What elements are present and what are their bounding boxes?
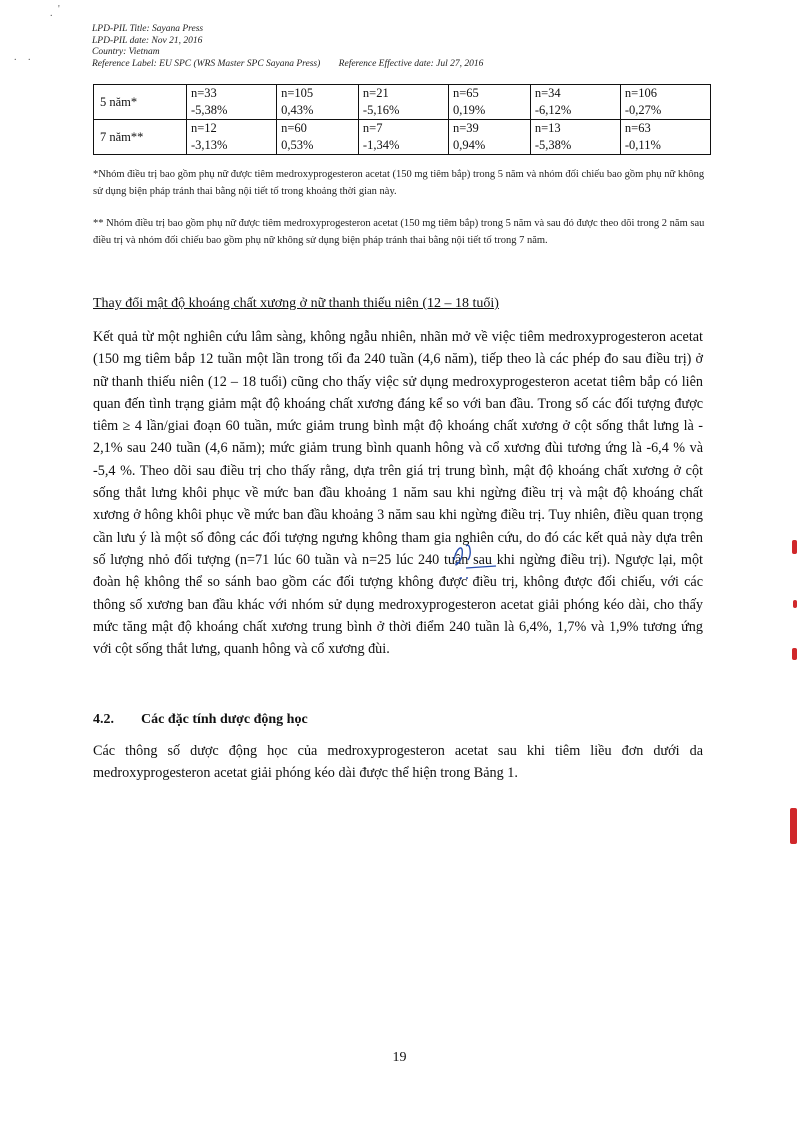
document-header — [92, 24, 483, 70]
table-cell: n=65 0,19% — [448, 85, 530, 120]
table-row — [94, 120, 711, 155]
table-cell: n=21 -5,16% — [358, 85, 448, 120]
margin-mark — [793, 600, 797, 608]
scan-dot: . — [50, 8, 53, 19]
handwritten-annotation-icon — [440, 538, 500, 588]
table-cell: n=12 -3,13% — [187, 120, 277, 155]
subsection-paragraph: Kết quả từ một nghiên cứu lâm sàng, không ngẫu nhiên, nhãn mở về việc tiêm medroxyprogesteron acetat (150 mg tiêm bắp 12 tuần một lần trong tối đa 240 tuần (4,6 năm), tiếp theo là các phép đo sau điều trị) ở nữ thanh thiếu niên (12 – 18 tuổi) cũng cho thấy việc sử dụng medroxyprogesteron acetat tiêm bắp có liên quan đến tình trạng giảm mật độ khoáng chất xương đáng kể so với ban đầu. Trong số các đối tượng được tiêm ≥ 4 lần/giai đoạn 60 tuần, mức giảm trung bình mật độ khoáng chất xương ở cột sống thắt lưng là - 2,1% sau 240 tuần (4,6 năm); mức giảm trung bình quanh hông và cổ xương đùi tương ứng là -6,4 % và -5,4 %. Theo dõi sau điều trị cho thấy rằng, dựa trên giá trị trung bình, mật độ khoáng chất xương ở cột sống thắt lưng khôi phục về mức ban đầu khoảng 1 năm sau khi ngừng điều trị và mật độ khoáng chất xương ở hông khôi phục về mức ban đầu khoảng 3 năm sau khi ngừng điều trị. Tuy nhiên, điều quan trọng cần lưu ý là một số đông các đối tượng ngưng không tham gia nghiên cứu, do đó các kết quả này dựa trên số lượng nhỏ đối tượng (n=71 lúc 60 tuần và n=25 lúc 240 tuần sau khi ngừng điều trị). Ngược lại, một đoàn hệ không thể so sánh bao gồm các đối tượng không được điều trị, không được đối chiếu, với các thông số xương ban đầu khác với nhóm sử dụng medroxyprogesteron acetat giải phóng kéo dài, cho thấy mức tăng mật độ khoáng chất xương trung bình ở thời điểm 240 tuần là 6,4%, 1,7% và 1,9% tương ứng với cột sống thắt lưng, quanh hông và cổ xương đùi. — [93, 329, 703, 658]
row-label: 5 năm* — [94, 85, 187, 120]
table-cell: n=39 0,94% — [448, 120, 530, 155]
scan-dot: . — [14, 52, 17, 63]
section-heading — [93, 712, 308, 728]
table-cell: n=105 0,43% — [277, 85, 359, 120]
bone-density-table — [93, 84, 711, 155]
row-label: 7 năm** — [94, 120, 187, 155]
margin-mark — [792, 648, 797, 660]
scan-dot: . — [28, 52, 31, 63]
table-cell: n=33 -5,38% — [187, 85, 277, 120]
margin-mark — [790, 808, 797, 844]
header-reference-effective-date: Reference Effective date: Jul 27, 2016 — [338, 58, 484, 69]
table-cell: n=60 0,53% — [277, 120, 359, 155]
table-row — [94, 85, 711, 120]
scan-dot: ' — [58, 4, 60, 15]
table-footnote-one: *Nhóm điều trị bao gồm phụ nữ được tiêm medroxyprogesteron acetat (150 mg tiêm bắp) trong 5 năm và nhóm đối chiếu bao gồm phụ nữ không sử dụng biện pháp tránh thai bằng nội tiết tố trong khoảng thời gian này. — [93, 169, 705, 197]
table-footnote-two: ** Nhóm điều trị bao gồm phụ nữ được tiêm medroxyprogesteron acetat (150 mg tiêm bắp) trong 5 năm và sau đó được theo dõi trong 2 năm sau điều trị và nhóm đối chiếu bao gồm phụ nữ không sử dụng biện pháp tránh thai bằng nội tiết tố trong 7 năm. — [93, 218, 705, 246]
header-title: LPD-PIL Title: Sayana Press — [92, 24, 204, 34]
section-number: 4.2. — [93, 712, 114, 727]
header-date: LPD-PIL date: Nov 21, 2016 — [92, 35, 203, 46]
subsection-title: Thay đổi mật độ khoáng chất xương ở nữ thanh thiếu niên (12 – 18 tuổi) — [93, 296, 499, 311]
table-cell: n=7 -1,34% — [358, 120, 448, 155]
table-cell: n=13 -5,38% — [530, 120, 620, 155]
header-reference — [92, 59, 483, 71]
table-cell: n=34 -6,12% — [530, 85, 620, 120]
page-number: 19 — [392, 1050, 407, 1065]
table-cell: n=63 -0,11% — [620, 120, 710, 155]
header-reference-label: Reference Label: EU SPC (WRS Master SPC Sayana Press) — [92, 58, 321, 69]
section-title: Các đặc tính dược động học — [141, 712, 308, 727]
section-paragraph: Các thông số dược động học của medroxyprogesteron acetat sau khi tiêm liều đơn dưới da medroxyprogesteron acetat giải phóng kéo dài được thể hiện trong Bảng 1. — [93, 743, 703, 782]
header-country: Country: Vietnam — [92, 47, 160, 57]
margin-mark — [792, 540, 797, 554]
table-cell: n=106 -0,27% — [620, 85, 710, 120]
